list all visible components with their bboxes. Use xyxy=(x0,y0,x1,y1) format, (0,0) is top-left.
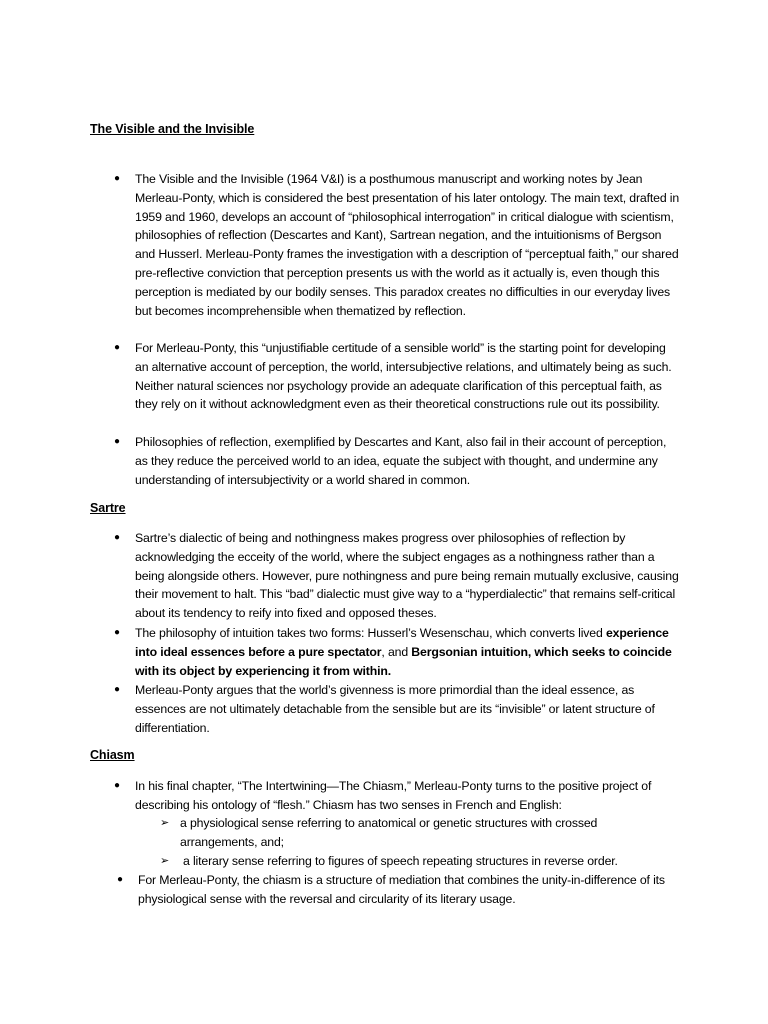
paragraph-text: Sartre’s dialectic of being and nothingness makes progress over philosophies of reflection by acknowledging the ecceity of the world, where the subject engages as a nothingness rather than a being alongside others. However, pure nothingness and pure being remain mutually exclusive, causing their movement to halt. This “bad” dialectic must give way to a “hyperdialectic” that remains self-critical about its tendency to reify into fixed and opposed theses. xyxy=(135,531,679,621)
paragraph-text: Merleau-Ponty argues that the world’s givenness is more primordial than the ideal essence, as essences are not ultimately detachable from the sensible but are its “invisible” or latent structure of differentiation. xyxy=(135,683,655,735)
arrow-bullet-icon: ➢ xyxy=(160,855,170,867)
section-heading-chiasm: Chiasm xyxy=(90,748,135,762)
bullet-icon: ● xyxy=(114,532,121,543)
bullet-icon: ● xyxy=(114,684,121,695)
bold-text: Bergsonian intuition, which seeks to coincide with its object by experiencing it from within. xyxy=(135,644,672,678)
bullet-icon: ● xyxy=(114,627,121,638)
text-run: , and xyxy=(381,644,412,659)
text-run: The philosophy of intuition takes two forms: Husserl’s Wesenschau, which converts lived xyxy=(135,626,606,640)
bullet-icon: ● xyxy=(114,436,121,447)
sub-paragraph-text: a literary sense referring to figures of speech repeating structures in reverse order. xyxy=(183,854,618,868)
arrow-bullet-icon: ➢ xyxy=(160,817,170,829)
page-title: The Visible and the Invisible xyxy=(90,122,255,136)
paragraph-text: For Merleau-Ponty, the chiasm is a structure of mediation that combines the unity-in-difference of its physiological sense with the reversal and circularity of its literary usage. xyxy=(138,873,665,906)
section-heading-sartre: Sartre xyxy=(90,501,126,515)
bullet-icon: ● xyxy=(114,173,121,184)
paragraph-text: In his final chapter, “The Intertwining—The Chiasm,” Merleau-Ponty turns to the positive project of describing his ontology of “flesh.” Chiasm has two senses in French and English: xyxy=(135,779,652,812)
paragraph-text: Philosophies of reflection, exemplified by Descartes and Kant, also fail in their account of perception, as they reduce the perceived world to an idea, equate the subject with thought, and undermine any understanding of intersubjectivity or a world shared in common. xyxy=(135,435,667,487)
paragraph-text: For Merleau-Ponty, this “unjustifiable certitude of a sensible world” is the starting point for developing an alternative account of perception, the world, intersubjective relations, and ultimately being as such. Neither natural sciences nor psychology provide an adequate clarification of this perceptual faith, as they rely on it without acknowledgment even as their theoretical constructions rule out its possibility. xyxy=(135,341,672,412)
bold-text: experience into ideal essences before a pure spectator xyxy=(135,626,669,659)
paragraph-text xyxy=(135,624,680,680)
sub-paragraph-text: a physiological sense referring to anatomical or genetic structures with crossed arrangements, and; xyxy=(180,816,598,849)
bullet-icon: ● xyxy=(117,874,124,885)
bullet-icon: ● xyxy=(114,342,121,353)
paragraph-text: The Visible and the Invisible (1964 V&I) is a posthumous manuscript and working notes by Jean Merleau-Ponty, which is considered the best presentation of his later ontology. The main text, drafted in 1959 and 1960, develops an account of “philosophical interrogation” in critical dialogue with scientism, philosophies of reflection (Descartes and Kant), Sartrean negation, and the intuitionisms of Bergson and Husserl. Merleau-Ponty frames the investigation with a description of “perceptual faith,” our shared pre-reflective conviction that perception presents us with the world as it actually is, even though this perception is mediated by our bodily senses. This paradox creates no difficulties in our everyday lives but becomes incomprehensible when thematized by reflection. xyxy=(135,172,680,318)
bullet-icon: ● xyxy=(114,780,121,791)
